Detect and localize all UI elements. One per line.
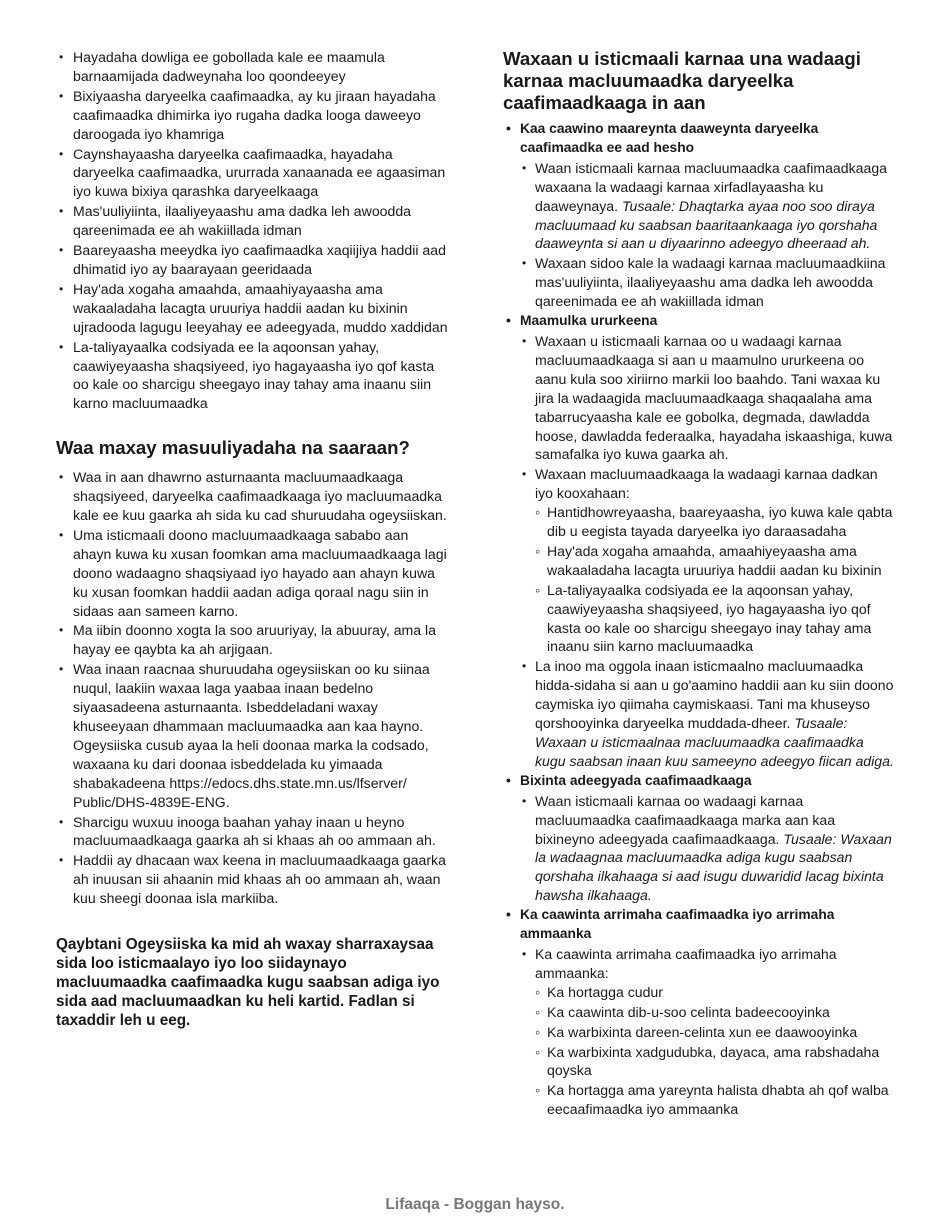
section-title: Ka caawinta arrimaha caafimaadka iyo arrimaha ammaanka (520, 907, 835, 942)
list-item: • La inoo ma oggola inaan isticmaalno macluumaadka hidda-sidaha si aan u go'aamino haddii aan ku siin doono caymiska iyo qiimaha caymiskaasi. Tani ma khuseyso qorshooyinka daryeelka muddada-dheer. Tusaale: Waxaan u isticmaalnaa macluumaadka caafimaadka kugu saabsan inaan kuu sameeyno adeegyo fiican adiga. (520, 657, 895, 770)
list-item: • Hay'ada xogaha amaahda, amaahiyayaasha ama wakaaladaha lacagta uruuriya haddii aadan ku bixinin ujradooda lagugu leeyahay ee adeegyada, muddo xaddidan (56, 280, 448, 337)
list-item: • Uma isticmaali doono macluumaadkaaga sababo aan ahayn kuwa ku xusan foomkan ama macluumaadkaaga lagi doono wadaagno shaqsiyaad iyo hayado aan ahayn kuwa ku xusan foomkan haddii aadan adiga qoraal nagu siin in sidaas aan sameen karno. (56, 526, 448, 621)
list-item: • Bixiyaasha daryeelka caafimaadka, ay ku jiraan hayadaha caafimaadka dhimirka iyo rugaha dadka looga daweeyo daroogada iyo khamriga (56, 87, 448, 144)
sub-list-item: ◦ Hay'ada xogaha amaahda, amaahiyeyaasha ama wakaaladaha lacagta uruuriya haddii aadan ku bixinin (535, 542, 895, 580)
sub-list-item: ◦ Ka warbixinta xadgudubka, dayaca, ama rabshadaha qoyska (535, 1043, 895, 1081)
section-treatment (503, 120, 895, 311)
recipients-list (56, 48, 448, 413)
sub-list-item: ◦ Ka hortagga cudur (535, 983, 895, 1002)
section-payment (503, 772, 895, 905)
uses-list (503, 120, 895, 1119)
list-item: • Ka caawinta arrimaha caafimaadka iyo arrimaha ammaanka: ◦ Ka hortagga cudur ◦ Ka caawinta dib-u-soo celinta badeecooyinka ◦ Ka warbixinta dareen-celinta xun ee daawooyinka ◦ Ka warbixinta xadgudubka, dayaca, ama rabshadaha qoyska ◦ Ka hortagga ama yareynta halista dhabta ah qof walba eecaafimaadka iyo ammaanka (520, 945, 895, 1119)
list-item: • Haddii ay dhacaan wax keena in macluumaadkaaga gaarka ah inuusan sii ahaanin mid khaas ah oo ammaan ah, waan kuu sheegi doonaa isla markiiba. (56, 851, 448, 908)
example-text: Tusaale: Waxaan la wadaagnaa macluumaadka adiga kugu saabsan qorshaha ilkahaaga si aad isugu duwaridid lacag bixinta hawsha ilkahaaga. (535, 830, 892, 904)
section-safety (503, 906, 895, 1119)
left-column (56, 48, 448, 1045)
section-title: Kaa caawino maareynta daaweynta daryeelka caafimaadka ee aad hesho (520, 121, 819, 155)
list-item: • Waa in aan dhawrno asturnaanta macluumaadkaaga shaqsiyeed, daryeelka caafimaadkaaga iyo macluumaadka kale ee kuu gaarka ah sida ku cad shuruudaha ogeysiiskan. (56, 468, 448, 525)
list-item: • Waa inaan raacnaa shuruudaha ogeysiiskan oo ku siinaa nuqul, laakiin waxaa laga yaabaa inaan bedelno siyaasadeena asturnaanta. Isbeddeladani waxay khuseeyaan dhammaan macluumaadka aan kaa hayno. Ogeysiiska cusub ayaa la heli doonaa marka la codsado, waxaana ku dari doonaa isbeddelada ku yimaada shabakadeena https://edocs.dhs.state.mn.us/lfserver/ Public/DHS-4839E-ENG. (56, 660, 448, 811)
uses-heading: Waxaan u isticmaali karnaa una wadaagi karnaa macluumaadka daryeelka caafimaadkaaga in aan (503, 48, 861, 113)
right-column (503, 48, 895, 1120)
sub-list-item: ◦ La-taliyayaalka codsiyada ee la aqoonsan yahay, caawiyeyaasha shaqsiyeed, iyo hagayaasha iyo qof kasta oo kale oo sharcigu sheegayo inay tahay ama inaanu siin karno macluumaadka (535, 581, 895, 657)
list-item: • La-taliyayaalka codsiyada ee la aqoonsan yahay, caawiyeyaasha shaqsiyeed, iyo hagayaasha iyo qof kasta oo kale oo sharcigu sheegayo inay tahay ama inaanu siin karno macluumaadka (56, 338, 448, 414)
example-text: Tusaale: Waxaan u isticmaalnaa macluumaadka caafimaadka kugu saabsan inaan kuu sameeyno adeegyo fiican adiga. (535, 715, 894, 769)
sub-list-item: ◦ Ka caawinta dib-u-soo celinta badeecooyinka (535, 1003, 895, 1022)
responsibilities-heading: Waa maxay masuuliyadaha na saaraan? (56, 437, 410, 459)
example-text: Tusaale: Dhaqtarka ayaa noo soo diraya macluumaad ku saabsan baaritaankaaga iyo qorshaha daaweynta si aan u diyaarinno adeegyo dheeraad ah. (535, 197, 878, 252)
list-item: • Hayadaha dowliga ee gobollada kale ee maamula barnaamijada dadweynaha loo qoondeeyey (56, 48, 448, 86)
list-item: • Waxaan sidoo kale la wadaagi karnaa macluumaadkiina mas'uuliyiinta, ilaaliyeyaashu ama dadka leh awoodda qareenimada ee ah wakiillada idman (520, 254, 895, 311)
section-title: Bixinta adeegyada caafimaadkaaga (520, 772, 752, 788)
responsibilities-list (56, 468, 448, 908)
section-title: Maamulka ururkeena (520, 313, 658, 329)
section-operations (503, 312, 895, 771)
list-item: • Ma iibin doonno xogta la soo aruuriyay, la abuuray, ama la hayay ee qaybta ka ah arjigaan. (56, 621, 448, 659)
notice-note: Qaybtani Ogeysiiska ka mid ah waxay sharraxaysaa sida loo isticmaalayo iyo loo siidaynayo macluumaadka caafimaadka kugu saabsan adiga iyo sida aad macluumaadkan ku heli kartid. Fadlan si taxaddir leh u eeg. (56, 936, 440, 1030)
sub-list-item: ◦ Hantidhowreyaasha, baareyaasha, iyo kuwa kale qabta dib u eegista tayada daryeelka iyo daraasadaha (535, 503, 895, 541)
list-item: • Sharcigu wuxuu inooga baahan yahay inaan u heyno macluumaadkaaga gaarka ah si khaas ah oo ammaan ah. (56, 813, 448, 851)
list-item: • Mas'uuliyiinta, ilaaliyeyaashu ama dadka leh awoodda qareenimada ee ah wakiillada idman (56, 202, 448, 240)
page-footer: Lifaaqa - Boggan hayso. (385, 1196, 565, 1213)
list-item: • Waxaan u isticmaali karnaa oo u wadaagi karnaa macluumaadkaaga si aan u maamulno ururkeena oo aanu kula soo xiriirno markii loo baahdo. Tani waxaa ku jira la wadaagida macluumaadkaaga shaqaalaha ama tabarrucyaasha kale ee gobolka, degmada, dawladda hoose, dawladda federaalka, hayadaha iskaashiga, kuwa samafalka iyo kuwa gaarka ah. (520, 332, 895, 464)
list-item: • Waxaan macluumaadkaaga la wadaagi karnaa dadkan iyo kooxahaan: ◦ Hantidhowreyaasha, baareyaasha, iyo kuwa kale qabta dib u eegista tayada daryeelka iyo daraasadaha ◦ Hay'ada xogaha amaahda, amaahiyeyaasha ama wakaaladaha lacagta uruuriya haddii aadan ku bixinin ◦ La-taliyayaalka codsiyada ee la aqoonsan yahay, caawiyeyaasha shaqsiyeed, iyo hagayaasha iyo qof kasta oo kale oo sharcigu sheegayo inay tahay ama inaanu siin karno macluumaadka (520, 465, 895, 656)
list-item: • Baareyaasha meeydka iyo caafimaadka xaqiijiya haddii aad dhimatid iyo ay baarayaan geeridaada (56, 241, 448, 279)
list-item: • Waan isticmaali karnaa oo wadaagi karnaa macluumaadka caafimaadkaaga marka aan kaa bixineyno adeegyada caafimaadkaaga. Tusaale: Waxaan la wadaagnaa macluumaadka adiga kugu saabsan qorshaha ilkahaaga si aad isugu duwaridid lacag bixinta hawsha ilkahaaga. (520, 792, 895, 905)
sub-list-item: ◦ Ka hortagga ama yareynta halista dhabta ah qof walba eecaafimaadka iyo ammaanka (535, 1081, 895, 1119)
list-item: • Caynshayaasha daryeelka caafimaadka, hayadaha daryeelka caafimaadka, ururrada xanaanada ee agaasiman iyo kuwa bixiya qarashka daryeelkaaga (56, 145, 448, 202)
sub-list-item: ◦ Ka warbixinta dareen-celinta xun ee daawooyinka (535, 1023, 895, 1042)
list-item: • Waan isticmaali karnaa macluumaadka caafimaadkaaga waxaana la wadaagi karnaa xirfadlayaasha ku daaweynaya. Tusaale: Dhaqtarka ayaa noo soo diraya macluumaad ku saabsan baaritaankaaga iyo qorshaha daaweynta si aan u diyaarinno adeegyo dheeraad ah. (520, 159, 895, 254)
